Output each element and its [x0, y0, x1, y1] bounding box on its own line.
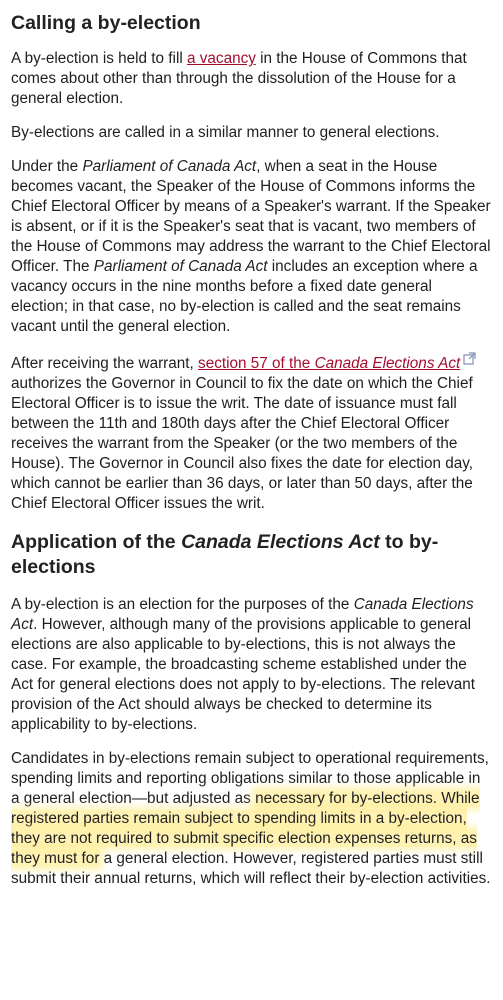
- external-link-icon[interactable]: [463, 351, 476, 364]
- text: , when a seat in the House becomes vacant, the Speaker of the House of Commons informs the Chief Electoral Officer by means of a Speaker's warrant. If the Speaker is absent, or if it is the Speaker's seat that is vacant, two members of the House of Commons may address the warrant to the Chief Electoral Officer. The: [11, 158, 491, 276]
- text: Application of the: [11, 531, 182, 554]
- paragraph-vacancy: [11, 49, 492, 109]
- link-text: section 57 of the: [198, 355, 315, 373]
- paragraph-called-similar: By-elections are called in a similar manner to general elections.: [11, 124, 440, 142]
- paragraph-parliament-act: [11, 157, 492, 337]
- heading-application-of-act: [11, 530, 492, 578]
- paragraph-by-election-purposes: [11, 595, 492, 735]
- section-57-link[interactable]: [198, 355, 460, 372]
- text: After receiving the warrant,: [11, 355, 199, 373]
- text: Under the: [11, 158, 83, 176]
- link-act-title: Canada Elections Act: [314, 355, 461, 373]
- act-title: Parliament of Canada Act: [93, 258, 268, 276]
- paragraph-candidates: [11, 749, 492, 889]
- text: in the House of Commons that comes about other than through the dissolution of the House for a general election.: [11, 50, 467, 108]
- heading-calling-a-by-election: Calling a by-election: [11, 12, 201, 34]
- act-title: Parliament of Canada Act: [82, 158, 257, 176]
- act-title: Canada Elections Act: [11, 595, 474, 633]
- vacancy-link[interactable]: a vacancy: [187, 50, 256, 68]
- act-title: Canada Elections Act: [181, 531, 380, 554]
- text: A by-election is held to fill: [11, 50, 188, 68]
- text: a general election. However, registered parties must still submit their annual returns, which will reflect their by-election activities.: [11, 849, 491, 887]
- text: to by-elections: [11, 531, 439, 578]
- text: Candidates in by-elections remain subject to operational requirements, spending limits and reporting obligations similar to those applicable in a general election—but adjusted as: [11, 749, 489, 807]
- text: includes an exception where a vacancy occurs in the nine months before a fixed date general election; in that case, no by-election is called and the seat remains vacant until the general election.: [11, 258, 478, 336]
- text: A by-election is an election for the purposes of the: [11, 595, 354, 613]
- highlighted-text: necessary for by-elections. While registered parties remain subject to spending limits in a by-election, they are not required to submit specific election expenses returns, as they must for: [11, 789, 480, 867]
- text: . However, although many of the provisions applicable to general elections are also applicable to by-elections, this is not always the case. For example, the broadcasting scheme established under the Act for general elections does not apply to by-elections. The relevant provision of the Act should always be checked to determine its applicability to by-elections.: [11, 615, 475, 733]
- paragraph-warrant: [11, 351, 492, 514]
- text: authorizes the Governor in Council to fix the date on which the Chief Electoral Officer is to issue the writ. The date of issuance must fall between the 11th and 180th days after the Chief Electoral Officer receives the warrant from the Speaker (or the two members of the House). The Governor in Council also fixes the date for election day, which cannot be earlier than 36 days, or later than 50 days, after the Chief Electoral Officer issues the writ.: [11, 375, 473, 513]
